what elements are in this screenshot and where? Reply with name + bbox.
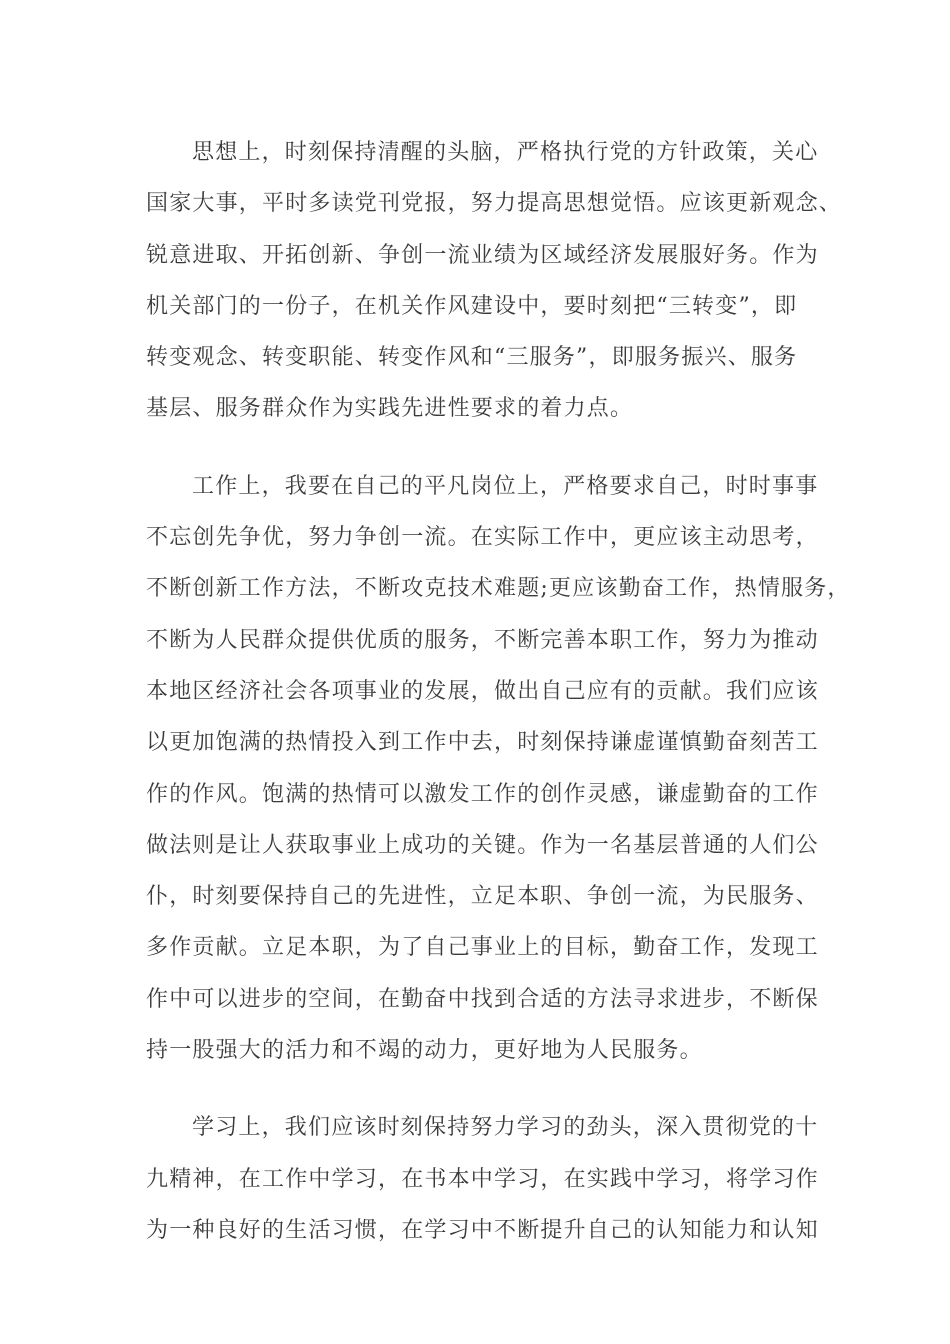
- paragraph-work: [146, 461, 851, 1077]
- paragraph-line: 作中可以进步的空间，在勤奋中找到合适的方法寻求进步，不断保: [146, 986, 819, 1012]
- paragraph-study: [146, 1102, 819, 1256]
- paragraph-line: 作的作风。饱满的热情可以激发工作的创作灵感，谦虚勤奋的工作: [146, 781, 819, 807]
- paragraph-line: 本地区经济社会各项事业的发展，做出自己应有的贡献。我们应该: [146, 678, 819, 704]
- paragraph-spacer: [146, 1076, 806, 1102]
- paragraph-line: 不断为人民群众提供优质的服务，不断完善本职工作，努力为推动: [146, 627, 819, 653]
- paragraph-line: 锐意进取、开拓创新、争创一流业绩为区域经济发展服好务。作为: [146, 242, 819, 268]
- paragraph-line: 持一股强大的活力和不竭的动力，更好地为人民服务。: [146, 1038, 703, 1064]
- paragraph-line: 基层、服务群众作为实践先进性要求的着力点。: [146, 396, 634, 422]
- paragraph-line: 思想上，时刻保持清醒的头脑，严格执行党的方针政策，关心: [192, 140, 819, 165]
- paragraph-spacer: [146, 435, 806, 461]
- paragraph-line: 不忘创先争优，努力争创一流。在实际工作中，更应该主动思考，: [146, 525, 819, 551]
- document-body: [146, 127, 851, 1256]
- paragraph-thought: [146, 127, 843, 435]
- paragraph-line: 仆，时刻要保持自己的先进性，立足本职、争创一流，为民服务、: [146, 884, 819, 910]
- paragraph-line: 九精神，在工作中学习，在书本中学习，在实践中学习，将学习作: [146, 1166, 819, 1192]
- paragraph-line: 机关部门的一份子，在机关作风建设中，要时刻把“三转变”，即: [146, 293, 798, 319]
- paragraph-line: 转变观念、转变职能、转变作风和“三服务”，即服务振兴、服务: [146, 345, 798, 371]
- paragraph-line: 以更加饱满的热情投入到工作中去，时刻保持谦虚谨慎勤奋刻苦工: [146, 730, 819, 756]
- paragraph-line: 国家大事，平时多读党刊党报，努力提高思想觉悟。应该更新观念、: [146, 191, 843, 217]
- paragraph-line: 工作上，我要在自己的平凡岗位上，严格要求自己，时时事事: [192, 473, 819, 499]
- paragraph-line: 做法则是让人获取事业上成功的关键。作为一名基层普通的人们公: [146, 832, 819, 858]
- paragraph-line: 多作贡献。立足本职，为了自己事业上的目标，勤奋工作，发现工: [146, 935, 819, 961]
- paragraph-line: 不断创新工作方法，不断攻克技术难题;更应该勤奋工作，热情服务，: [146, 576, 851, 602]
- paragraph-line: 学习上，我们应该时刻保持努力学习的劲头，深入贯彻党的十: [192, 1115, 819, 1141]
- paragraph-line: 为一种良好的生活习惯，在学习中不断提升自己的认知能力和认知: [146, 1217, 819, 1243]
